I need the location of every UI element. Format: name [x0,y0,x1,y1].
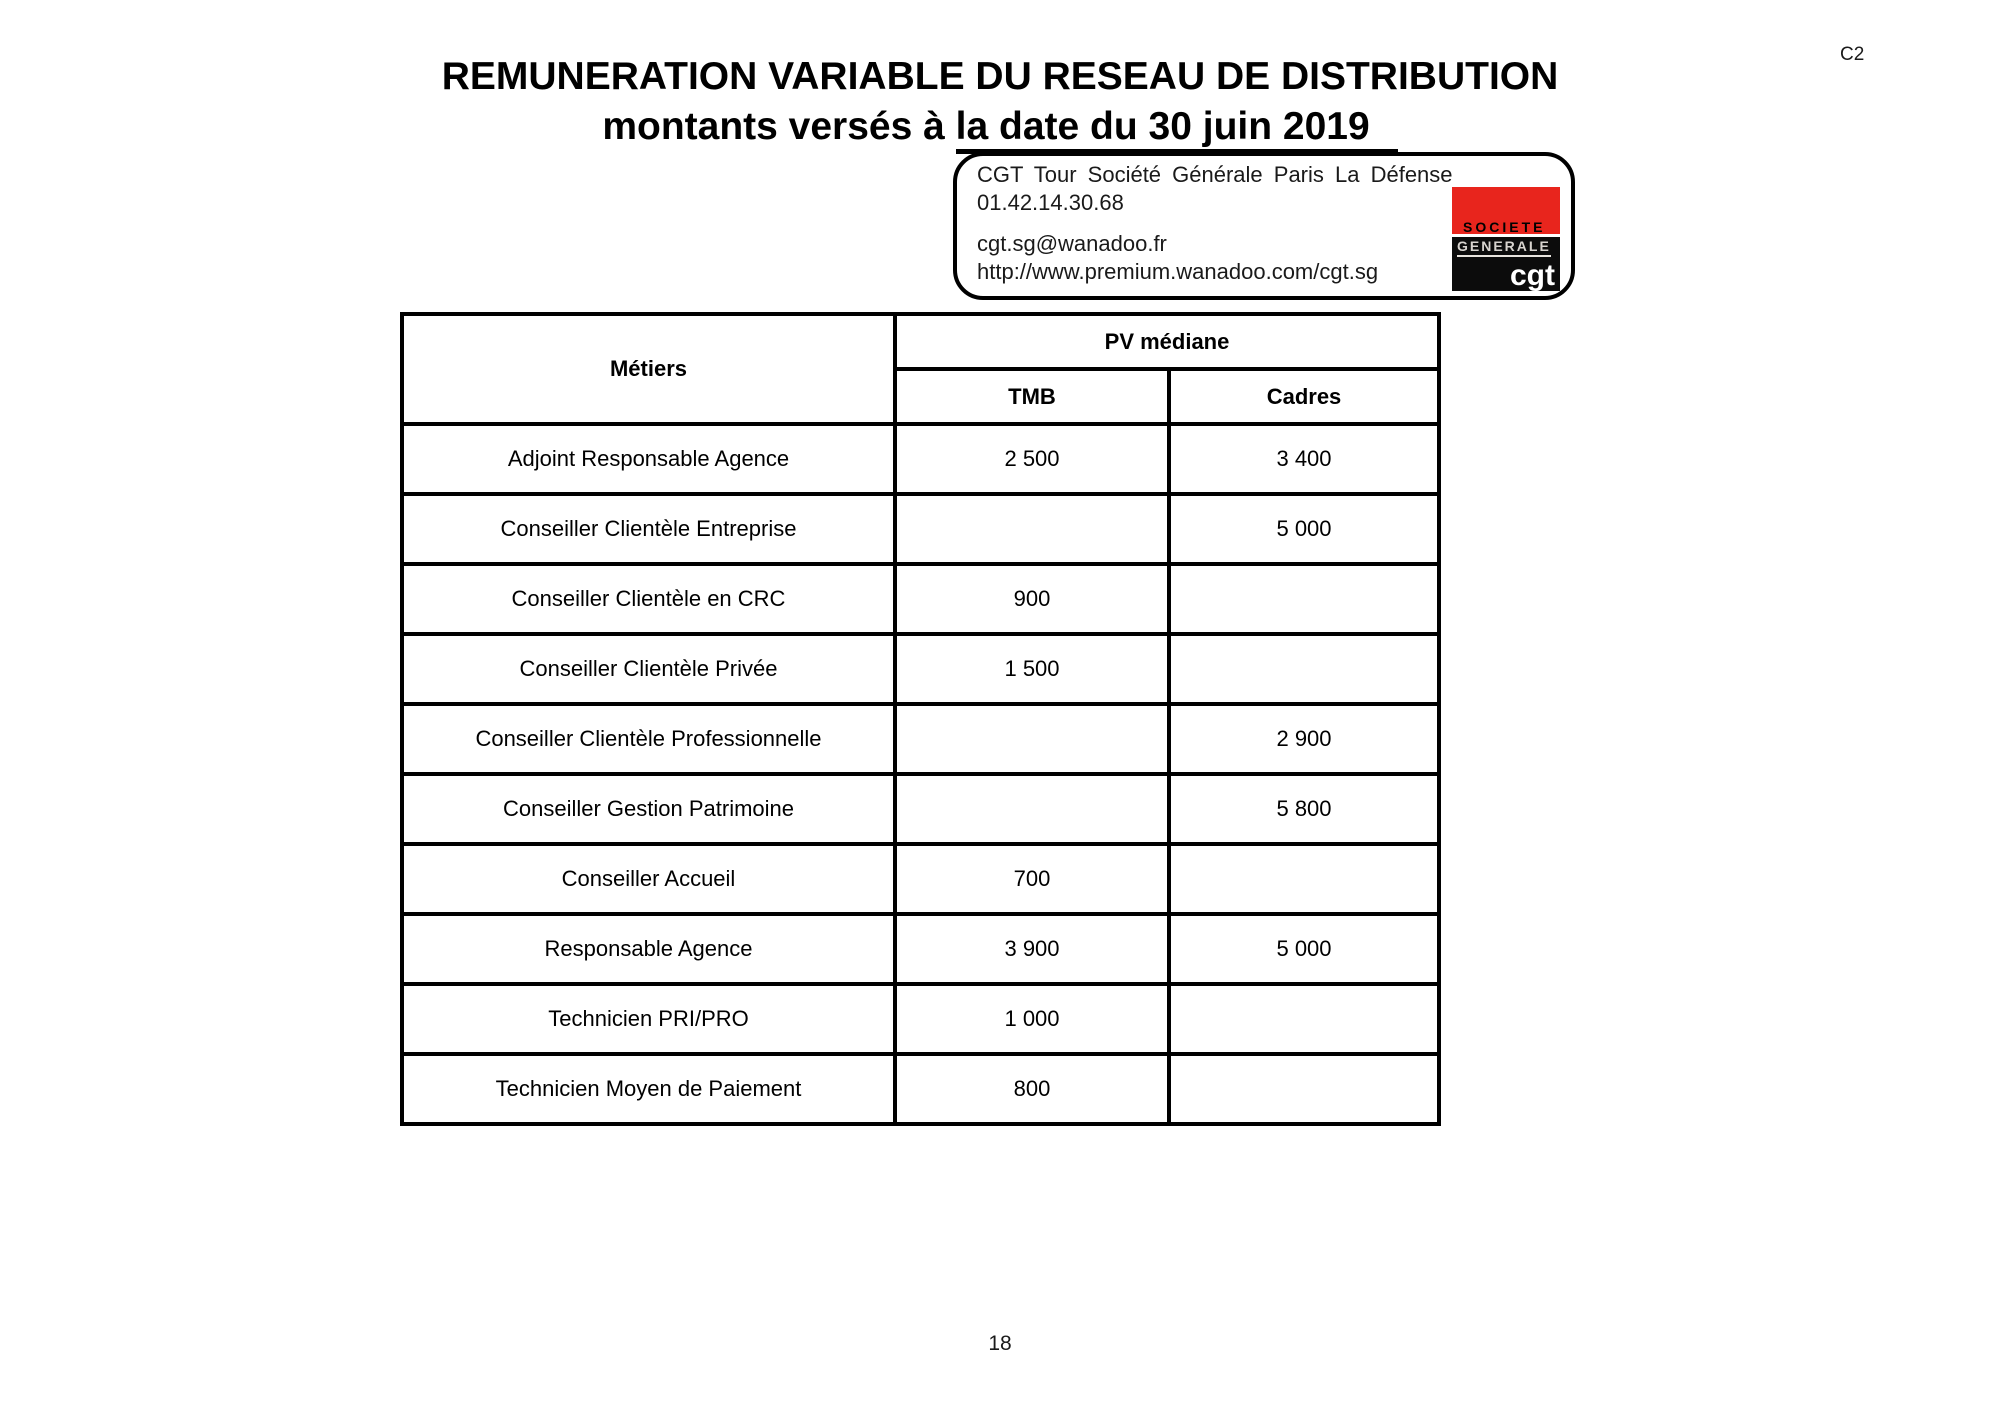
col-header-tmb: TMB [895,369,1169,424]
cell-tmb [895,774,1169,844]
cell-cadres [1169,984,1439,1054]
cell-cadres [1169,564,1439,634]
cell-cadres: 5 000 [1169,914,1439,984]
cell-metier: Technicien Moyen de Paiement [402,1054,895,1124]
classification-marker: C2 [1840,44,1865,65]
cell-tmb [895,704,1169,774]
table-row [402,914,1439,984]
contact-box [953,152,1575,300]
table-row [402,634,1439,704]
logo-red-block [1452,187,1560,237]
col-header-pv-mediane: PV médiane [895,314,1439,369]
logo-societe-text: SOCIETE [1463,219,1546,235]
cell-metier: Conseiller Gestion Patrimoine [402,774,895,844]
cell-tmb: 800 [895,1054,1169,1124]
table-row [402,774,1439,844]
contact-phone: 01.42.14.30.68 [977,190,1124,215]
table-row [402,844,1439,914]
cell-cadres: 5 800 [1169,774,1439,844]
cell-cadres: 3 400 [1169,424,1439,494]
table-row [402,564,1439,634]
table-row [402,984,1439,1054]
header-row-group [402,314,1439,369]
cell-metier: Adjoint Responsable Agence [402,424,895,494]
cell-metier: Conseiller Clientèle Privée [402,634,895,704]
table-row [402,424,1439,494]
cell-tmb [895,494,1169,564]
cell-metier: Technicien PRI/PRO [402,984,895,1054]
cell-cadres: 2 900 [1169,704,1439,774]
cell-metier: Conseiller Clientèle en CRC [402,564,895,634]
page-subtitle [0,105,2000,149]
title-block [0,55,2000,149]
col-header-cadres: Cadres [1169,369,1439,424]
cell-metier: Conseiller Clientèle Professionnelle [402,704,895,774]
table-row [402,1054,1439,1124]
logo-black-block [1452,237,1560,291]
cell-metier: Conseiller Accueil [402,844,895,914]
cell-cadres: 5 000 [1169,494,1439,564]
societe-generale-cgt-logo [1452,187,1560,291]
cell-cadres [1169,634,1439,704]
remuneration-table [400,312,1441,1126]
cell-metier: Responsable Agence [402,914,895,984]
contact-address: CGT Tour Société Générale Paris La Défense [977,162,1453,187]
cell-tmb: 3 900 [895,914,1169,984]
contact-website: http://www.premium.wanadoo.com/cgt.sg [977,259,1379,284]
subtitle-prefix: montants versés à [602,105,956,148]
page-title: REMUNERATION VARIABLE DU RESEAU DE DISTRIBUTION [441,55,1559,98]
cell-tmb: 1 500 [895,634,1169,704]
table-row [402,494,1439,564]
page-number: 18 [988,1332,1012,1355]
logo-generale-text: GENERALE [1457,238,1551,257]
cell-tmb: 900 [895,564,1169,634]
cell-tmb: 1 000 [895,984,1169,1054]
contact-email: cgt.sg@wanadoo.fr [977,231,1167,256]
cell-metier: Conseiller Clientèle Entreprise [402,494,895,564]
col-header-metiers: Métiers [402,314,895,424]
subtitle-underlined-date: la date du 30 juin 2019 [956,105,1398,154]
contact-text [977,161,1453,286]
cell-cadres [1169,1054,1439,1124]
cell-tmb: 700 [895,844,1169,914]
cell-cadres [1169,844,1439,914]
table-row [402,704,1439,774]
logo-cgt-text: cgt [1510,259,1555,292]
cell-tmb: 2 500 [895,424,1169,494]
